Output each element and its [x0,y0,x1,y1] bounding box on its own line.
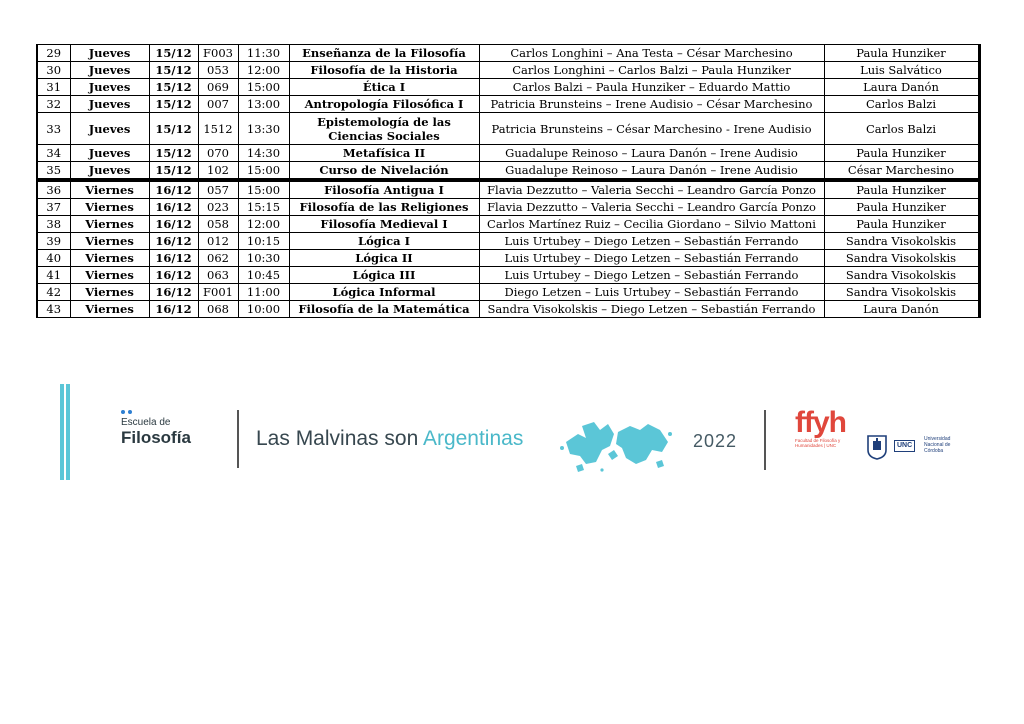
time-cell: 10:45 [238,267,289,284]
subject-cell: Epistemología de las Ciencias Sociales [289,113,479,145]
table-row [37,45,979,62]
date-cell: 16/12 [149,216,198,233]
time-cell: 15:15 [238,199,289,216]
date-cell: 16/12 [149,199,198,216]
row-number: 30 [37,62,70,79]
time-cell: 15:00 [238,79,289,96]
table-row [37,180,979,199]
day-cell: Jueves [70,96,149,113]
suplente-cell: Paula Hunziker [824,180,979,199]
suplente-cell: Luis Salvático [824,62,979,79]
suplente-cell: Sandra Visokolskis [824,233,979,250]
tribunal-cell: Carlos Balzi – Paula Hunziker – Eduardo Mattio [479,79,824,96]
escuela-de-filosofia-logo [121,410,191,447]
day-cell: Viernes [70,233,149,250]
date-cell: 16/12 [149,250,198,267]
slogan-part-2: Argentinas [422,427,524,450]
escuela-pre-label: Escuela de [121,417,171,428]
tribunal-cell: Diego Letzen – Luis Urtubey – Sebastián Ferrando [479,284,824,301]
day-cell: Viernes [70,284,149,301]
code-cell: 068 [198,301,238,318]
day-cell: Jueves [70,113,149,145]
date-cell: 15/12 [149,62,198,79]
tribunal-cell: Carlos Martínez Ruiz – Cecilia Giordano – Silvio Mattoni [479,216,824,233]
suplente-cell: Carlos Balzi [824,113,979,145]
tribunal-cell: Patricia Brunsteins – César Marchesino - Irene Audisio [479,113,824,145]
subject-cell: Filosofía de las Religiones [289,199,479,216]
day-cell: Jueves [70,62,149,79]
subject-cell: Antropología Filosófica I [289,96,479,113]
day-cell: Jueves [70,162,149,181]
day-cell: Viernes [70,301,149,318]
tribunal-cell: Luis Urtubey – Diego Letzen – Sebastián Ferrando [479,250,824,267]
suplente-cell: Paula Hunziker [824,45,979,62]
subject-cell: Filosofía Medieval I [289,216,479,233]
subject-cell: Lógica I [289,233,479,250]
time-cell: 12:00 [238,216,289,233]
date-cell: 16/12 [149,284,198,301]
day-cell: Viernes [70,250,149,267]
date-cell: 16/12 [149,301,198,318]
code-cell: 069 [198,79,238,96]
tribunal-cell: Luis Urtubey – Diego Letzen – Sebastián Ferrando [479,267,824,284]
tribunal-cell: Guadalupe Reinoso – Laura Danón – Irene Audisio [479,162,824,181]
code-cell: 023 [198,199,238,216]
suplente-cell: Paula Hunziker [824,145,979,162]
row-number: 39 [37,233,70,250]
table-row [37,301,979,318]
date-cell: 15/12 [149,162,198,181]
table-row [37,250,979,267]
subject-cell: Filosofía de la Matemática [289,301,479,318]
code-cell: 1512 [198,113,238,145]
malvinas-islands-map-icon [556,404,676,484]
time-cell: 11:00 [238,284,289,301]
year-label: 2022 [693,431,738,451]
exam-schedule-table [36,44,981,318]
code-cell: 053 [198,62,238,79]
subject-cell: Lógica Informal [289,284,479,301]
unc-seal-icon [866,434,888,460]
tribunal-cell: Carlos Longhini – Carlos Balzi – Paula Hunziker [479,62,824,79]
slogan-part-1: Las Malvinas son [256,427,423,450]
subject-cell: Enseñanza de la Filosofía [289,45,479,62]
ffyh-wordmark: ffyh [795,406,846,439]
row-number: 32 [37,96,70,113]
suplente-cell: César Marchesino [824,162,979,181]
day-cell: Viernes [70,180,149,199]
table-row [37,113,979,145]
day-cell: Viernes [70,216,149,233]
unc-badge: UNC [894,440,915,452]
row-number: 41 [37,267,70,284]
row-number: 34 [37,145,70,162]
escuela-dots-icon [121,410,191,414]
suplente-cell: Laura Danón [824,301,979,318]
subject-cell: Filosofía Antigua I [289,180,479,199]
tribunal-cell: Flavia Dezzutto – Valeria Secchi – Leandro García Ponzo [479,180,824,199]
code-cell: 058 [198,216,238,233]
time-cell: 14:30 [238,145,289,162]
time-cell: 15:00 [238,162,289,181]
row-number: 42 [37,284,70,301]
subject-cell: Lógica III [289,267,479,284]
code-cell: 063 [198,267,238,284]
row-number: 38 [37,216,70,233]
time-cell: 12:00 [238,62,289,79]
table-row [37,284,979,301]
divider-left [237,410,239,468]
date-cell: 15/12 [149,145,198,162]
time-cell: 13:00 [238,96,289,113]
row-number: 35 [37,162,70,181]
footer-logos [0,380,1024,490]
suplente-cell: Paula Hunziker [824,216,979,233]
row-number: 43 [37,301,70,318]
date-cell: 16/12 [149,180,198,199]
tribunal-cell: Flavia Dezzutto – Valeria Secchi – Leandro García Ponzo [479,199,824,216]
table-row [37,79,979,96]
code-cell: 057 [198,180,238,199]
row-number: 36 [37,180,70,199]
suplente-cell: Sandra Visokolskis [824,250,979,267]
day-cell: Viernes [70,267,149,284]
table-row [37,233,979,250]
suplente-cell: Carlos Balzi [824,96,979,113]
time-cell: 13:30 [238,113,289,145]
code-cell: 102 [198,162,238,181]
unc-logo [866,434,966,462]
suplente-cell: Sandra Visokolskis [824,284,979,301]
ffyh-subtitle: Facultad de Filosofía y Humanidades | UNC [795,438,841,448]
table-row [37,199,979,216]
unc-name: Universidad Nacional de Córdoba [924,436,951,454]
time-cell: 10:00 [238,301,289,318]
subject-cell: Metafísica II [289,145,479,162]
table-row [37,145,979,162]
tribunal-cell: Patricia Brunsteins – Irene Audisio – César Marchesino [479,96,824,113]
day-cell: Viernes [70,199,149,216]
code-cell: 070 [198,145,238,162]
day-cell: Jueves [70,45,149,62]
tribunal-cell: Sandra Visokolskis – Diego Letzen – Sebastián Ferrando [479,301,824,318]
escuela-main-label: Filosofía [121,428,191,447]
table-row [37,96,979,113]
ffyh-logo [795,408,855,448]
time-cell: 11:30 [238,45,289,62]
day-cell: Jueves [70,145,149,162]
table-row [37,216,979,233]
tribunal-cell: Guadalupe Reinoso – Laura Danón – Irene Audisio [479,145,824,162]
row-number: 33 [37,113,70,145]
row-number: 29 [37,45,70,62]
code-cell: F001 [198,284,238,301]
subject-cell: Filosofía de la Historia [289,62,479,79]
day-cell: Jueves [70,79,149,96]
malvinas-slogan [256,427,523,451]
date-cell: 15/12 [149,113,198,145]
date-cell: 16/12 [149,267,198,284]
suplente-cell: Paula Hunziker [824,199,979,216]
row-number: 31 [37,79,70,96]
subject-cell: Ética I [289,79,479,96]
time-cell: 10:15 [238,233,289,250]
code-cell: F003 [198,45,238,62]
subject-cell: Curso de Nivelación [289,162,479,181]
date-cell: 15/12 [149,79,198,96]
date-cell: 15/12 [149,45,198,62]
divider-right [764,410,766,470]
code-cell: 012 [198,233,238,250]
date-cell: 15/12 [149,96,198,113]
subject-cell: Lógica II [289,250,479,267]
row-number: 37 [37,199,70,216]
table-row [37,162,979,181]
time-cell: 10:30 [238,250,289,267]
code-cell: 007 [198,96,238,113]
date-cell: 16/12 [149,233,198,250]
suplente-cell: Sandra Visokolskis [824,267,979,284]
tribunal-cell: Carlos Longhini – Ana Testa – César Marchesino [479,45,824,62]
escuela-stripe-right [66,384,70,480]
table-row [37,267,979,284]
time-cell: 15:00 [238,180,289,199]
row-number: 40 [37,250,70,267]
suplente-cell: Laura Danón [824,79,979,96]
table-row [37,62,979,79]
tribunal-cell: Luis Urtubey – Diego Letzen – Sebastián Ferrando [479,233,824,250]
escuela-stripe-left [60,384,64,480]
code-cell: 062 [198,250,238,267]
